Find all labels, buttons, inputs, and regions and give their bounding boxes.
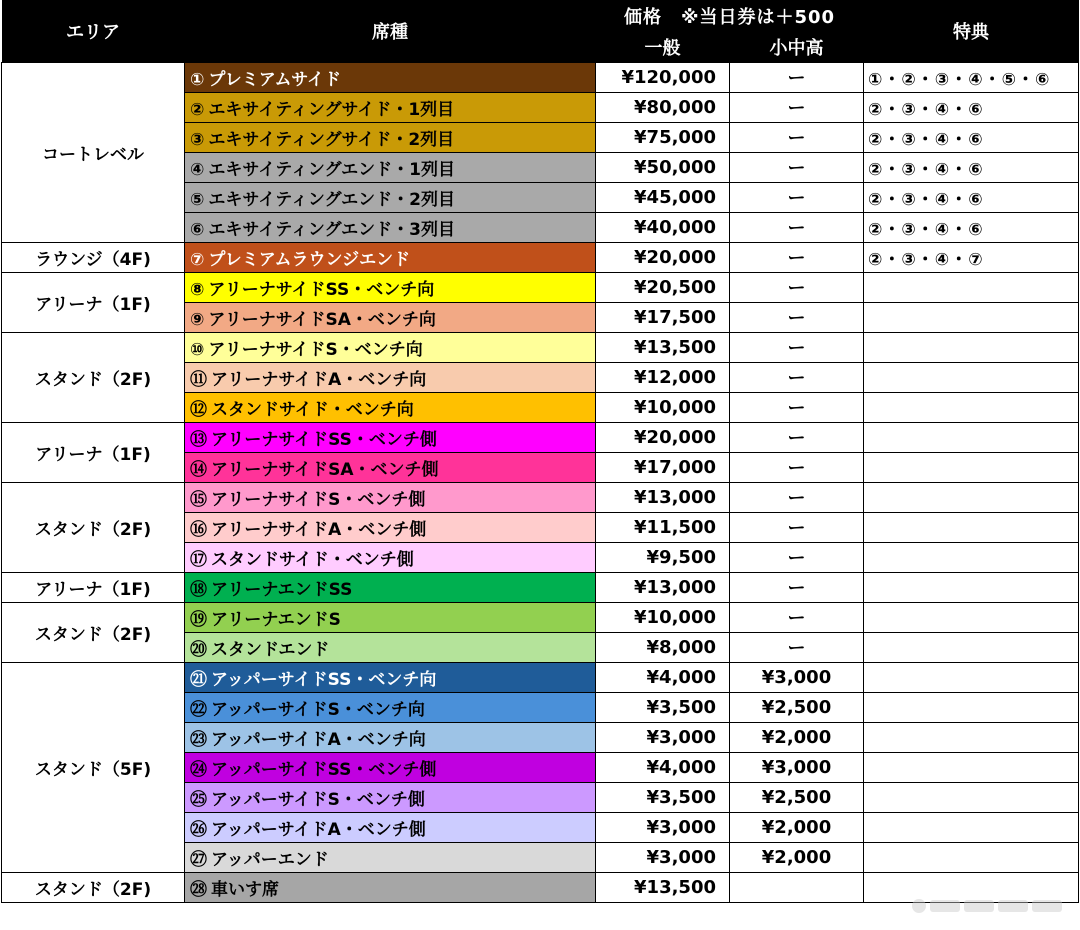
benefit-cell: [864, 782, 1079, 812]
seat-name: スタンドサイド・ベンチ向: [211, 399, 414, 420]
general-price-cell: ¥120,000: [596, 62, 730, 92]
benefit-cell: ②・③・④・⑦: [864, 242, 1079, 272]
general-price-cell: ¥10,000: [596, 392, 730, 422]
seat-cell: [185, 692, 596, 722]
child-price-cell: ¥2,500: [730, 692, 864, 722]
seat-name: プレミアムサイド: [208, 69, 342, 90]
table-row: [2, 572, 1079, 602]
general-price-cell: ¥80,000: [596, 92, 730, 122]
seat-number: ⑫: [190, 399, 207, 420]
seat-cell: [185, 812, 596, 842]
seat-name: エキサイティングエンド・2列目: [208, 189, 456, 210]
seat-number: ⑤: [190, 189, 205, 210]
table-header: [2, 0, 1079, 62]
benefit-cell: [864, 302, 1079, 332]
seat-number: ⑭: [190, 459, 207, 480]
benefit-cell: [864, 272, 1079, 302]
seat-number: ㉕: [190, 789, 207, 810]
area-cell: スタンド（2F): [2, 332, 185, 422]
seat-name: エキサイティングサイド・1列目: [208, 99, 455, 120]
area-cell: スタンド（2F): [2, 872, 185, 902]
child-price-cell: ー: [730, 362, 864, 392]
general-price-cell: ¥9,500: [596, 542, 730, 572]
seat-name: アッパーサイドA・ベンチ向: [211, 729, 426, 750]
general-price-cell: ¥13,500: [596, 332, 730, 362]
header-price: 価格 ※当日券は＋500: [596, 0, 864, 32]
seat-name: 車いす席: [211, 879, 279, 900]
general-price-cell: ¥13,000: [596, 482, 730, 512]
general-price-cell: ¥3,000: [596, 812, 730, 842]
seat-cell: [185, 542, 596, 572]
seat-name: スタンドエンド: [211, 639, 330, 660]
seat-name: アリーナサイドA・ベンチ向: [211, 369, 427, 390]
table-row: [2, 602, 1079, 632]
child-price-cell: ー: [730, 632, 864, 662]
general-price-cell: ¥17,500: [596, 302, 730, 332]
area-cell: スタンド（2F): [2, 482, 185, 572]
seat-cell: [185, 362, 596, 392]
seat-cell: [185, 62, 596, 92]
seat-number: ⑪: [190, 369, 207, 390]
benefit-cell: [864, 812, 1079, 842]
benefit-cell: ②・③・④・⑥: [864, 122, 1079, 152]
seat-number: ⑬: [190, 429, 207, 450]
table-row: [2, 62, 1079, 92]
seat-cell: [185, 182, 596, 212]
seat-number: ⑥: [190, 219, 205, 240]
area-cell: スタンド（5F): [2, 662, 185, 872]
seat-cell: [185, 662, 596, 692]
area-cell: アリーナ（1F): [2, 422, 185, 482]
seat-name: スタンドサイド・ベンチ側: [211, 549, 414, 570]
general-price-cell: ¥3,000: [596, 842, 730, 872]
child-price-cell: ¥2,000: [730, 722, 864, 752]
general-price-cell: ¥20,500: [596, 272, 730, 302]
benefit-cell: [864, 602, 1079, 632]
benefit-cell: [864, 662, 1079, 692]
benefit-cell: ②・③・④・⑥: [864, 212, 1079, 242]
header-child: 小中高: [730, 32, 864, 62]
benefit-cell: ②・③・④・⑥: [864, 92, 1079, 122]
seat-number: ⑩: [190, 339, 205, 360]
seat-number: ㉑: [190, 669, 207, 690]
seat-name: アッパーサイドSS・ベンチ向: [211, 669, 437, 690]
general-price-cell: ¥12,000: [596, 362, 730, 392]
child-price-cell: ー: [730, 122, 864, 152]
child-price-cell: ー: [730, 542, 864, 572]
general-price-cell: ¥45,000: [596, 182, 730, 212]
child-price-cell: ー: [730, 182, 864, 212]
child-price-cell: ¥2,000: [730, 842, 864, 872]
header-area: エリア: [2, 0, 185, 62]
table-row: [2, 242, 1079, 272]
seat-number: ④: [190, 159, 205, 180]
general-price-cell: ¥13,000: [596, 572, 730, 602]
seat-number: ②: [190, 99, 205, 120]
seat-cell: [185, 392, 596, 422]
seat-name: アッパーサイドA・ベンチ側: [211, 819, 426, 840]
benefit-cell: [864, 452, 1079, 482]
child-price-cell: ¥2,500: [730, 782, 864, 812]
seat-number: ⑰: [190, 549, 207, 570]
benefit-cell: [864, 332, 1079, 362]
table-row: [2, 482, 1079, 512]
seat-cell: [185, 632, 596, 662]
header-general: 一般: [596, 32, 730, 62]
seat-number: ①: [190, 69, 205, 90]
seat-number: ③: [190, 129, 205, 150]
seat-number: ⑧: [190, 279, 205, 300]
seat-cell: [185, 92, 596, 122]
benefit-cell: [864, 572, 1079, 602]
benefit-cell: [864, 752, 1079, 782]
child-price-cell: ー: [730, 92, 864, 122]
seat-number: ㉖: [190, 819, 207, 840]
area-cell: アリーナ（1F): [2, 272, 185, 332]
child-price-cell: ー: [730, 512, 864, 542]
child-price-cell: ¥3,000: [730, 662, 864, 692]
seat-number: ㉘: [190, 879, 207, 900]
child-price-cell: ¥2,000: [730, 812, 864, 842]
seat-name: アリーナサイドSS・ベンチ側: [211, 429, 437, 450]
benefit-cell: ②・③・④・⑥: [864, 182, 1079, 212]
seat-name: アッパーサイドS・ベンチ向: [211, 699, 425, 720]
table-body: [2, 62, 1079, 902]
benefit-cell: [864, 362, 1079, 392]
area-cell: スタンド（2F): [2, 602, 185, 662]
seat-cell: [185, 482, 596, 512]
general-price-cell: ¥3,000: [596, 722, 730, 752]
general-price-cell: ¥13,500: [596, 872, 730, 902]
watermark: [912, 893, 1067, 919]
general-price-cell: ¥20,000: [596, 242, 730, 272]
seat-name: アリーナサイドSA・ベンチ側: [211, 459, 439, 480]
seat-cell: [185, 452, 596, 482]
child-price-cell: ¥3,000: [730, 752, 864, 782]
table-row: [2, 422, 1079, 452]
benefit-cell: [864, 632, 1079, 662]
seat-name: アリーナエンドSS: [211, 579, 353, 600]
child-price-cell: ー: [730, 422, 864, 452]
seat-cell: [185, 512, 596, 542]
seat-cell: [185, 872, 596, 902]
benefit-cell: [864, 842, 1079, 872]
seat-cell: [185, 782, 596, 812]
table-row: [2, 332, 1079, 362]
benefit-cell: [864, 512, 1079, 542]
seat-number: ⑯: [190, 519, 207, 540]
general-price-cell: ¥40,000: [596, 212, 730, 242]
seat-name: エキサイティングエンド・1列目: [208, 159, 456, 180]
header-seat: 席種: [185, 0, 596, 62]
general-price-cell: ¥75,000: [596, 122, 730, 152]
child-price-cell: ー: [730, 482, 864, 512]
seat-number: ⑲: [190, 609, 207, 630]
seat-name: プレミアムラウンジエンド: [208, 249, 411, 270]
table-row: [2, 272, 1079, 302]
seat-cell: [185, 602, 596, 632]
general-price-cell: ¥17,000: [596, 452, 730, 482]
general-price-cell: ¥20,000: [596, 422, 730, 452]
seat-number: ⑮: [190, 489, 207, 510]
seat-name: アッパーエンド: [211, 849, 329, 870]
seat-name: アッパーサイドSS・ベンチ側: [211, 759, 437, 780]
seat-name: アリーナサイドA・ベンチ側: [211, 519, 427, 540]
child-price-cell: ー: [730, 572, 864, 602]
area-cell: コートレベル: [2, 62, 185, 242]
seat-name: アリーナサイドS・ベンチ向: [208, 339, 423, 360]
seat-number: ⑦: [190, 249, 205, 270]
table-row: [2, 662, 1079, 692]
benefit-cell: [864, 482, 1079, 512]
child-price-cell: ー: [730, 332, 864, 362]
seat-cell: [185, 422, 596, 452]
seat-cell: [185, 332, 596, 362]
child-price-cell: ー: [730, 452, 864, 482]
seat-number: ⑳: [190, 639, 207, 660]
benefit-cell: [864, 392, 1079, 422]
seat-name: アリーナサイドSS・ベンチ向: [208, 279, 435, 300]
benefit-cell: ②・③・④・⑥: [864, 152, 1079, 182]
general-price-cell: ¥4,000: [596, 662, 730, 692]
seat-number: ⑨: [190, 309, 205, 330]
child-price-cell: ー: [730, 602, 864, 632]
header-benefit: 特典: [864, 0, 1079, 62]
seat-number: ㉗: [190, 849, 207, 870]
general-price-cell: ¥3,500: [596, 692, 730, 722]
seat-number: ㉒: [190, 699, 207, 720]
seat-number: ㉔: [190, 759, 207, 780]
general-price-cell: ¥3,500: [596, 782, 730, 812]
child-price-cell: ー: [730, 152, 864, 182]
child-price-cell: ー: [730, 212, 864, 242]
benefit-cell: [864, 722, 1079, 752]
seat-name: アリーナエンドS: [211, 609, 341, 630]
child-price-cell: [730, 872, 864, 902]
general-price-cell: ¥4,000: [596, 752, 730, 782]
seat-number: ㉓: [190, 729, 207, 750]
seat-cell: [185, 152, 596, 182]
seat-cell: [185, 842, 596, 872]
seat-name: エキサイティングサイド・2列目: [208, 129, 455, 150]
child-price-cell: ー: [730, 62, 864, 92]
area-cell: アリーナ（1F): [2, 572, 185, 602]
seat-name: アリーナサイドSA・ベンチ向: [208, 309, 436, 330]
general-price-cell: ¥50,000: [596, 152, 730, 182]
seat-cell: [185, 752, 596, 782]
seat-cell: [185, 722, 596, 752]
benefit-cell: [864, 542, 1079, 572]
child-price-cell: ー: [730, 272, 864, 302]
benefit-cell: [864, 422, 1079, 452]
general-price-cell: ¥11,500: [596, 512, 730, 542]
seat-cell: [185, 302, 596, 332]
general-price-cell: ¥8,000: [596, 632, 730, 662]
seat-price-table: [1, 0, 1079, 903]
seat-name: アッパーサイドS・ベンチ側: [211, 789, 425, 810]
seat-cell: [185, 212, 596, 242]
general-price-cell: ¥10,000: [596, 602, 730, 632]
seat-cell: [185, 572, 596, 602]
seat-cell: [185, 272, 596, 302]
seat-cell: [185, 122, 596, 152]
seat-number: ⑱: [190, 579, 207, 600]
area-cell: ラウンジ（4F): [2, 242, 185, 272]
seat-cell: [185, 242, 596, 272]
benefit-cell: [864, 692, 1079, 722]
child-price-cell: ー: [730, 302, 864, 332]
seat-name: アリーナサイドS・ベンチ側: [211, 489, 426, 510]
benefit-cell: ①・②・③・④・⑤・⑥: [864, 62, 1079, 92]
seat-name: エキサイティングエンド・3列目: [208, 219, 456, 240]
child-price-cell: ー: [730, 242, 864, 272]
child-price-cell: ー: [730, 392, 864, 422]
